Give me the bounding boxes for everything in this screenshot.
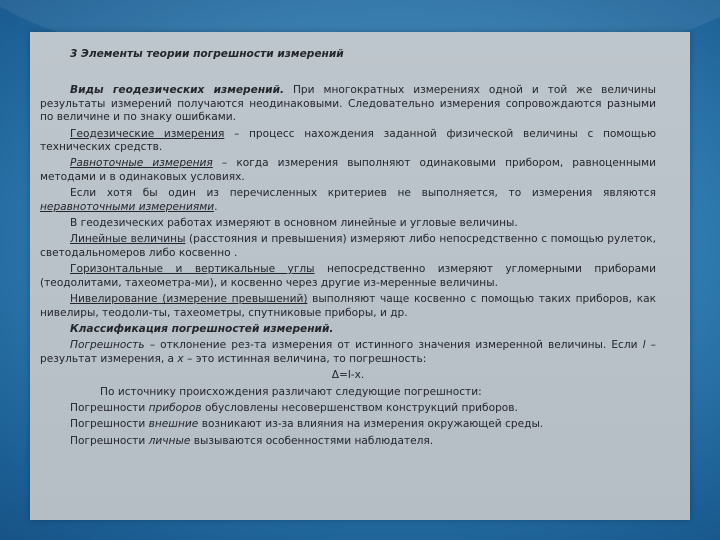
- paragraph-unequal-precision: Если хотя бы один из перечисленных критериев не выполняется, то измерения являются неравноточными измерениями.: [40, 187, 656, 213]
- paragraph-linear-values: Линейные величины (расстояния и превышения) измеряют либо непосредственно с помощью рулеток, светодальномеров либо косвенно .: [40, 233, 657, 259]
- paragraph-error-sources: По источнику происхождения различают следующие погрешности:: [100, 385, 482, 398]
- variable-x: x: [177, 352, 184, 365]
- term-equal-precision: Равноточные измерения: [70, 157, 213, 170]
- paragraph-measurement-types: Виды геодезических измерений. При многократных измерениях одной и той же величины результаты измерений получаются неодинаковыми. Следовательно измерения сопровождаются разными по величине и по знаку ошибками.: [40, 84, 657, 124]
- term-geodetic-measurements: Геодезические измерения: [70, 127, 225, 140]
- paragraph-equal-precision: Равноточные измерения – когда измерения выполняют одинаковыми прибором, равноценными методами и в одинаковых условиях.: [40, 157, 656, 183]
- term-leveling: Нивелирование (измерение превышений): [70, 293, 308, 306]
- variable-l: l: [642, 339, 646, 352]
- paragraph-error-definition: Погрешность – отклонение рез-та измерения от истинного значения измеренной величины. Если l – результат измерения, а x – это истинная величина, то погрешность:: [40, 339, 656, 365]
- term-angles: Горизонтальные и вертикальные углы: [70, 263, 315, 276]
- term-error: Погрешность: [70, 339, 145, 352]
- term-linear-values: Линейные величины: [70, 233, 186, 246]
- paragraph-external-errors: Погрешности внешние возникают из-за влияния на измерения окружающей среды.: [70, 418, 544, 431]
- error-formula: Δ=l-x.: [331, 369, 365, 382]
- term-personal-errors: личные: [148, 434, 191, 447]
- paragraph-personal-errors: Погрешности личные вызываются особенностями наблюдателя.: [70, 434, 434, 447]
- section-title: 3 Элементы теории погрешности измерений: [70, 48, 344, 60]
- paragraph-instrument-errors: Погрешности приборов обусловлены несовершенством конструкций приборов.: [70, 401, 518, 414]
- term-external-errors: внешние: [148, 418, 199, 431]
- paragraph-angles: Горизонтальные и вертикальные углы непосредственно измеряют угломерными приборами (теодолитами, тахеометра-ми), и косвенно через другие из-меренные величины.: [40, 263, 656, 289]
- paragraph-geodetic-measurements: Геодезические измерения – процесс нахождения заданной физической величины с помощью технических средств.: [40, 127, 656, 154]
- term-instrument-errors: приборов: [148, 401, 202, 414]
- document-body: [40, 48, 656, 451]
- heading-error-classification: Классификация погрешностей измерений.: [70, 322, 334, 335]
- term-unequal-precision: неравноточными измерениями: [40, 200, 215, 213]
- paragraph-leveling: Нивелирование (измерение превышений) выполняют чаще косвенно с помощью таких приборов, как нивелиры, теодоли-ты, тахеометры, спутниковые приборы, и др.: [40, 293, 656, 319]
- term-measurement-types: Виды геодезических измерений.: [70, 84, 285, 97]
- paragraph-linear-angular: В геодезических работах измеряют в основном линейные и угловые величины.: [70, 217, 518, 230]
